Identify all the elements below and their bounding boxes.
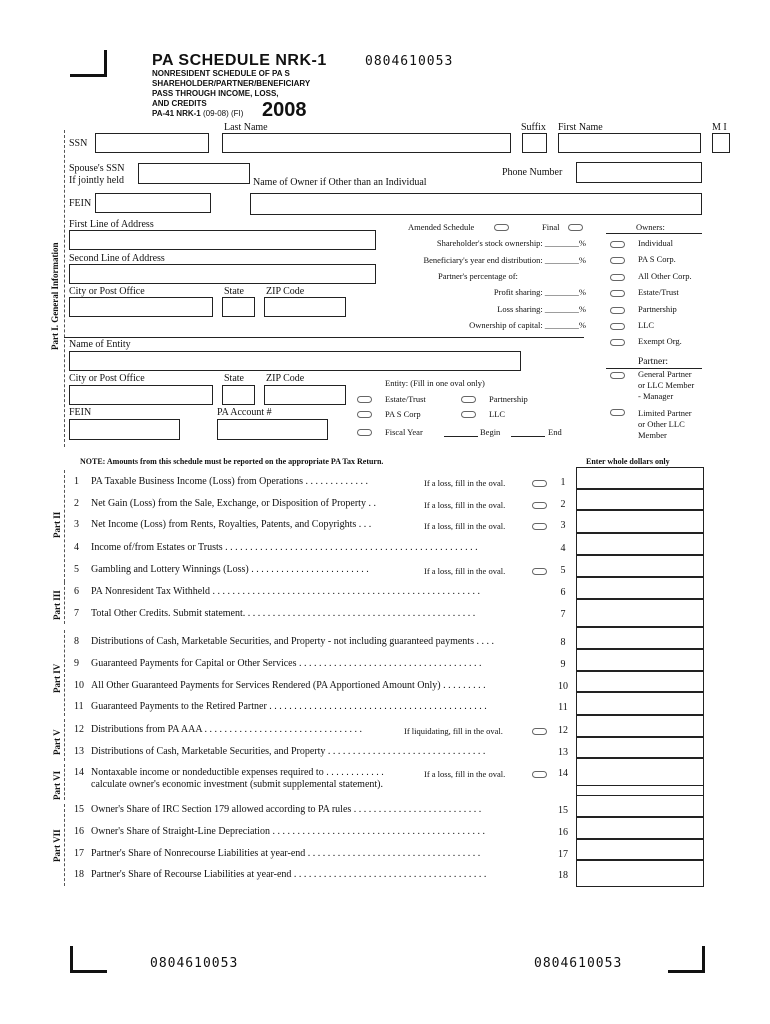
loss-note: If a loss, fill in the oval. [424, 478, 506, 488]
part4-divider [64, 630, 65, 716]
line-number: 2 [74, 498, 79, 509]
zip-label: ZIP Code [266, 286, 305, 297]
fiscal-year-label: Fiscal Year [385, 427, 423, 437]
beneficiary-dist-label: Beneficiary's year end distribution: ________% [423, 255, 586, 265]
part4-label: Part IV [52, 663, 62, 693]
pa-account-label: PA Account # [217, 407, 272, 418]
line-number-right: 9 [560, 659, 566, 670]
loss-note: If a loss, fill in the oval. [424, 566, 506, 576]
line-number: 12 [74, 724, 84, 735]
llc-entity-oval[interactable] [461, 411, 476, 418]
entity-zip-label: ZIP Code [266, 373, 305, 384]
line-description: Distributions of Cash, Marketable Securities, and Property - not including guaranteed payments . . . . [91, 636, 494, 647]
line-number-right: 5 [560, 565, 566, 576]
first-address-label: First Line of Address [69, 219, 154, 230]
line-description: Owner's Share of Straight-Line Depreciation . . . . . . . . . . . . . . . . . . . . . . . . . . . . . . . . . . . . . . . . . . . [91, 826, 485, 837]
pa-account-field[interactable] [217, 419, 328, 440]
line-number: 1 [74, 476, 79, 487]
line-description: Distributions from PA AAA . . . . . . . . . . . . . . . . . . . . . . . . . . . . . . . . [91, 724, 363, 735]
whole-dollars-note: Enter whole dollars only [586, 457, 670, 466]
state-field[interactable] [222, 297, 255, 317]
limited-partner-line: Limited Partner [638, 408, 692, 418]
line-description: Gambling and Lottery Winnings (Loss) . . . . . . . . . . . . . . . . . . . . . . . . [91, 564, 369, 575]
barcode-top: 0804610053 [365, 54, 454, 69]
line-number-right: 13 [558, 747, 568, 758]
second-address-field[interactable] [69, 264, 376, 284]
final-label: Final [542, 222, 560, 232]
part5-divider [64, 719, 65, 761]
part3-divider [64, 582, 65, 624]
owner-name-field[interactable] [250, 193, 702, 215]
loss-note: If a loss, fill in the oval. [424, 500, 506, 510]
line-number: 7 [74, 608, 79, 619]
entity-zip-field[interactable] [264, 385, 346, 405]
line-number: 5 [74, 564, 79, 575]
line-number-right: 7 [560, 609, 566, 620]
line-number: 15 [74, 804, 84, 815]
line-number: 8 [74, 636, 79, 647]
partner-title: Partner: [638, 357, 669, 367]
barcode-bottom-right: 0804610053 [534, 956, 623, 971]
loss-oval[interactable] [532, 502, 547, 509]
entity-type-label: Entity: (Fill in one oval only) [385, 378, 485, 388]
city-field[interactable] [69, 297, 213, 317]
part5-label: Part V [52, 729, 62, 755]
line-number: 9 [74, 658, 79, 669]
stock-ownership-label: Shareholder's stock ownership: ________% [436, 238, 586, 248]
line-number: 13 [74, 746, 84, 757]
estate-trust-oval[interactable] [357, 396, 372, 403]
line-description: Nontaxable income or nondeductible expenses required to . . . . . . . . . . . . [91, 767, 384, 778]
part3-label: Part III [52, 590, 62, 620]
entity-city-label: City or Post Office [69, 373, 145, 384]
limited-partner-oval[interactable] [610, 409, 625, 416]
pa-s-corp-oval[interactable] [357, 411, 372, 418]
owner-type-label: Partnership [638, 304, 677, 314]
line-number-right: 14 [558, 768, 568, 779]
line-number: 4 [74, 542, 79, 553]
owner-type-oval[interactable] [610, 274, 625, 281]
fiscal-begin-label: Begin [480, 427, 501, 437]
phone-field[interactable] [576, 162, 702, 183]
line-number-right: 6 [560, 587, 566, 598]
liquidating-note: If liquidating, fill in the oval. [404, 726, 503, 736]
general-partner-oval[interactable] [610, 372, 625, 379]
entity-city-field[interactable] [69, 385, 213, 405]
loss-note: If a loss, fill in the oval. [424, 521, 506, 531]
ownership-capital-label: Ownership of capital: ________% [469, 320, 586, 330]
owner-type-oval[interactable] [610, 323, 625, 330]
owner-type-label: Individual [638, 238, 673, 248]
fein-label: FEIN [69, 198, 92, 209]
last-name-field[interactable] [222, 133, 511, 153]
part2-divider [64, 470, 65, 582]
corner-mark-bottom-left [70, 946, 107, 973]
owner-type-oval[interactable] [610, 241, 625, 248]
line-number-right: 16 [558, 827, 568, 838]
subtitle-line: SHAREHOLDER/PARTNER/BENEFICIARY [152, 79, 311, 88]
line-number-right: 3 [560, 520, 566, 531]
entity-state-field[interactable] [222, 385, 255, 405]
first-address-field[interactable] [69, 230, 376, 250]
line-description: Total Other Credits. Submit statement. . . . . . . . . . . . . . . . . . . . . . . . . . . . . . . . . . . . . . . . . . . . . . . [91, 608, 476, 619]
owner-type-label: LLC [638, 320, 655, 330]
liquidating-oval[interactable] [532, 728, 547, 735]
first-name-field[interactable] [558, 133, 701, 153]
line-number-right: 8 [560, 637, 566, 648]
general-partner-line: - Manager [638, 391, 674, 401]
line-number: 10 [74, 680, 84, 691]
subtitle-line: PASS THROUGH INCOME, LOSS, [152, 89, 279, 98]
ssn-label: SSN [69, 138, 88, 149]
owners-title: Owners: [636, 222, 665, 232]
entity-name-label: Name of Entity [69, 339, 131, 350]
line-number-right: 11 [558, 702, 568, 713]
loss-oval[interactable] [532, 568, 547, 575]
profit-sharing-label: Profit sharing: ________% [493, 287, 586, 297]
line-number-right: 2 [560, 499, 566, 510]
llc-entity-label: LLC [489, 409, 506, 419]
subtitle-line: NONRESIDENT SCHEDULE OF PA S [152, 69, 290, 78]
line-number: 17 [74, 848, 84, 859]
line-number-right: 18 [558, 870, 568, 881]
suffix-field[interactable] [522, 133, 547, 153]
owner-type-oval[interactable] [610, 307, 625, 314]
loss-sharing-label: Loss sharing: ________% [497, 304, 586, 314]
line-number: 16 [74, 826, 84, 837]
line-number: 3 [74, 519, 79, 530]
owner-type-oval[interactable] [610, 290, 625, 297]
last-name-label: Last Name [224, 122, 268, 133]
line-description: Income of/from Estates or Trusts . . . . . . . . . . . . . . . . . . . . . . . . . . . . . . . . . . . . . . . . . . . . . . . . . . . [91, 542, 478, 553]
entity-fein-label: FEIN [69, 407, 92, 418]
city-label: City or Post Office [69, 286, 145, 297]
line-description: Net Gain (Loss) from the Sale, Exchange, or Disposition of Property . . [91, 498, 376, 509]
spouse-ssn-field[interactable] [138, 163, 250, 184]
line-description: Distributions of Cash, Marketable Securities, and Property . . . . . . . . . . . . . . . . . . . . . . . . . . . . . . . . [91, 746, 486, 757]
owner-type-oval[interactable] [610, 257, 625, 264]
fiscal-end-line[interactable] [511, 436, 545, 437]
entity-state-label: State [224, 373, 244, 384]
general-partner-line: General Partner [638, 369, 692, 379]
line-description: Net Income (Loss) from Rents, Royalties, Patents, and Copyrights . . . [91, 519, 372, 530]
fiscal-begin-line[interactable] [444, 436, 478, 437]
loss-oval[interactable] [532, 480, 547, 487]
general-partner-label [638, 369, 694, 402]
line-number-right: 12 [558, 725, 568, 736]
estate-trust-label: Estate/Trust [385, 394, 426, 404]
line-number-right: 17 [558, 849, 568, 860]
limited-partner-line: or Other LLC [638, 419, 685, 429]
part6-label: Part VI [52, 770, 62, 800]
owner-type-label: Exempt Org. [638, 336, 682, 346]
general-partner-line: or LLC Member [638, 380, 695, 390]
phone-label: Phone Number [502, 167, 563, 178]
first-name-label: First Name [558, 122, 603, 133]
mi-label: M I [712, 122, 727, 133]
owner-type-label: All Other Corp. [638, 271, 692, 281]
line-number-right: 1 [560, 477, 566, 488]
corner-mark-top-left [70, 50, 107, 77]
corner-mark-bottom-right [668, 946, 705, 973]
amount-column [576, 467, 704, 887]
line-description: Guaranteed Payments for Capital or Other Services . . . . . . . . . . . . . . . . . . . . . . . . . . . . . . . . . . . . . [91, 658, 482, 669]
suffix-label: Suffix [521, 122, 546, 133]
loss-note: If a loss, fill in the oval. [424, 769, 506, 779]
form-id: PA-41 NRK-1 [152, 109, 201, 118]
line-description: All Other Guaranteed Payments for Services Rendered (PA Apportioned Amount Only) . . . . . . . . . [91, 680, 486, 691]
partner-pct-label: Partner's percentage of: [438, 271, 518, 281]
line-description: Guaranteed Payments to the Retired Partner . . . . . . . . . . . . . . . . . . . . . . . . . . . . . . . . . . . . . . . . . . . . [91, 701, 487, 712]
line-number: 11 [74, 701, 84, 712]
form-rev: (09-08) (FI) [202, 109, 244, 118]
part1-label: Part I. General Information [50, 242, 60, 350]
owners-divider [606, 233, 702, 234]
state-label: State [224, 286, 244, 297]
zip-field[interactable] [264, 297, 346, 317]
entity-fein-field[interactable] [69, 419, 180, 440]
subtitle-line: AND CREDITS [152, 99, 207, 108]
partnership-oval[interactable] [461, 396, 476, 403]
loss-oval[interactable] [532, 771, 547, 778]
owner-name-label: Name of Owner if Other than an Individual [253, 177, 427, 188]
line-description-cont: calculate owner's economic investment (submit supplemental statement). [91, 779, 383, 790]
limited-partner-line: Member [638, 430, 667, 440]
ssn-field[interactable] [95, 133, 209, 153]
part7-divider [64, 804, 65, 886]
fein-field[interactable] [95, 193, 211, 213]
limited-partner-label [638, 408, 692, 441]
line-description: PA Taxable Business Income (Loss) from Operations . . . . . . . . . . . . . [91, 476, 369, 487]
fiscal-year-oval[interactable] [357, 429, 372, 436]
owner-type-label: PA S Corp. [638, 254, 676, 264]
owner-type-label: Estate/Trust [638, 287, 679, 297]
spouse-ssn-label: Spouse's SSN [69, 163, 125, 174]
line-number-right: 4 [560, 543, 566, 554]
part2-label: Part II [52, 511, 62, 538]
line-description: PA Nonresident Tax Withheld . . . . . . . . . . . . . . . . . . . . . . . . . . . . . . . . . . . . . . . . . . . . . . . . . . . . . . [91, 586, 480, 597]
line-description: Owner's Share of IRC Section 179 allowed according to PA rules . . . . . . . . . . . . . . . . . . . . . . . . . . [91, 804, 482, 815]
pa-s-corp-label: PA S Corp [385, 409, 421, 419]
form-title: PA SCHEDULE NRK-1 [152, 52, 327, 69]
entity-name-field[interactable] [69, 351, 521, 371]
final-oval[interactable] [568, 224, 583, 231]
second-address-label: Second Line of Address [69, 253, 165, 264]
line-description: Partner's Share of Nonrecourse Liabilities at year-end . . . . . . . . . . . . . . . . . . . . . . . . . . . . . . . . . . . [91, 848, 481, 859]
line-description: Partner's Share of Recourse Liabilities at year-end . . . . . . . . . . . . . . . . . . . . . . . . . . . . . . . . . . . . . . . [91, 869, 487, 880]
if-jointly-label: If jointly held [69, 175, 124, 186]
part7-label: Part VII [52, 829, 62, 862]
line-number: 14 [74, 767, 84, 778]
fiscal-end-label: End [548, 427, 562, 437]
loss-oval[interactable] [532, 523, 547, 530]
note-text: NOTE: Amounts from this schedule must be reported on the appropriate PA Tax Return. [80, 457, 384, 466]
tax-year: 2008 [262, 99, 307, 121]
entity-divider [64, 337, 584, 338]
mi-field[interactable] [712, 133, 730, 153]
amended-oval[interactable] [494, 224, 509, 231]
barcode-bottom-left: 0804610053 [150, 956, 239, 971]
amended-label: Amended Schedule [408, 222, 475, 232]
line-number-right: 15 [558, 805, 568, 816]
line-number: 6 [74, 586, 79, 597]
part6-divider [64, 764, 65, 800]
line-number: 18 [74, 869, 84, 880]
part1-divider [64, 130, 65, 447]
line-number-right: 10 [558, 681, 568, 692]
partnership-label: Partnership [489, 394, 528, 404]
owner-type-oval[interactable] [610, 339, 625, 346]
